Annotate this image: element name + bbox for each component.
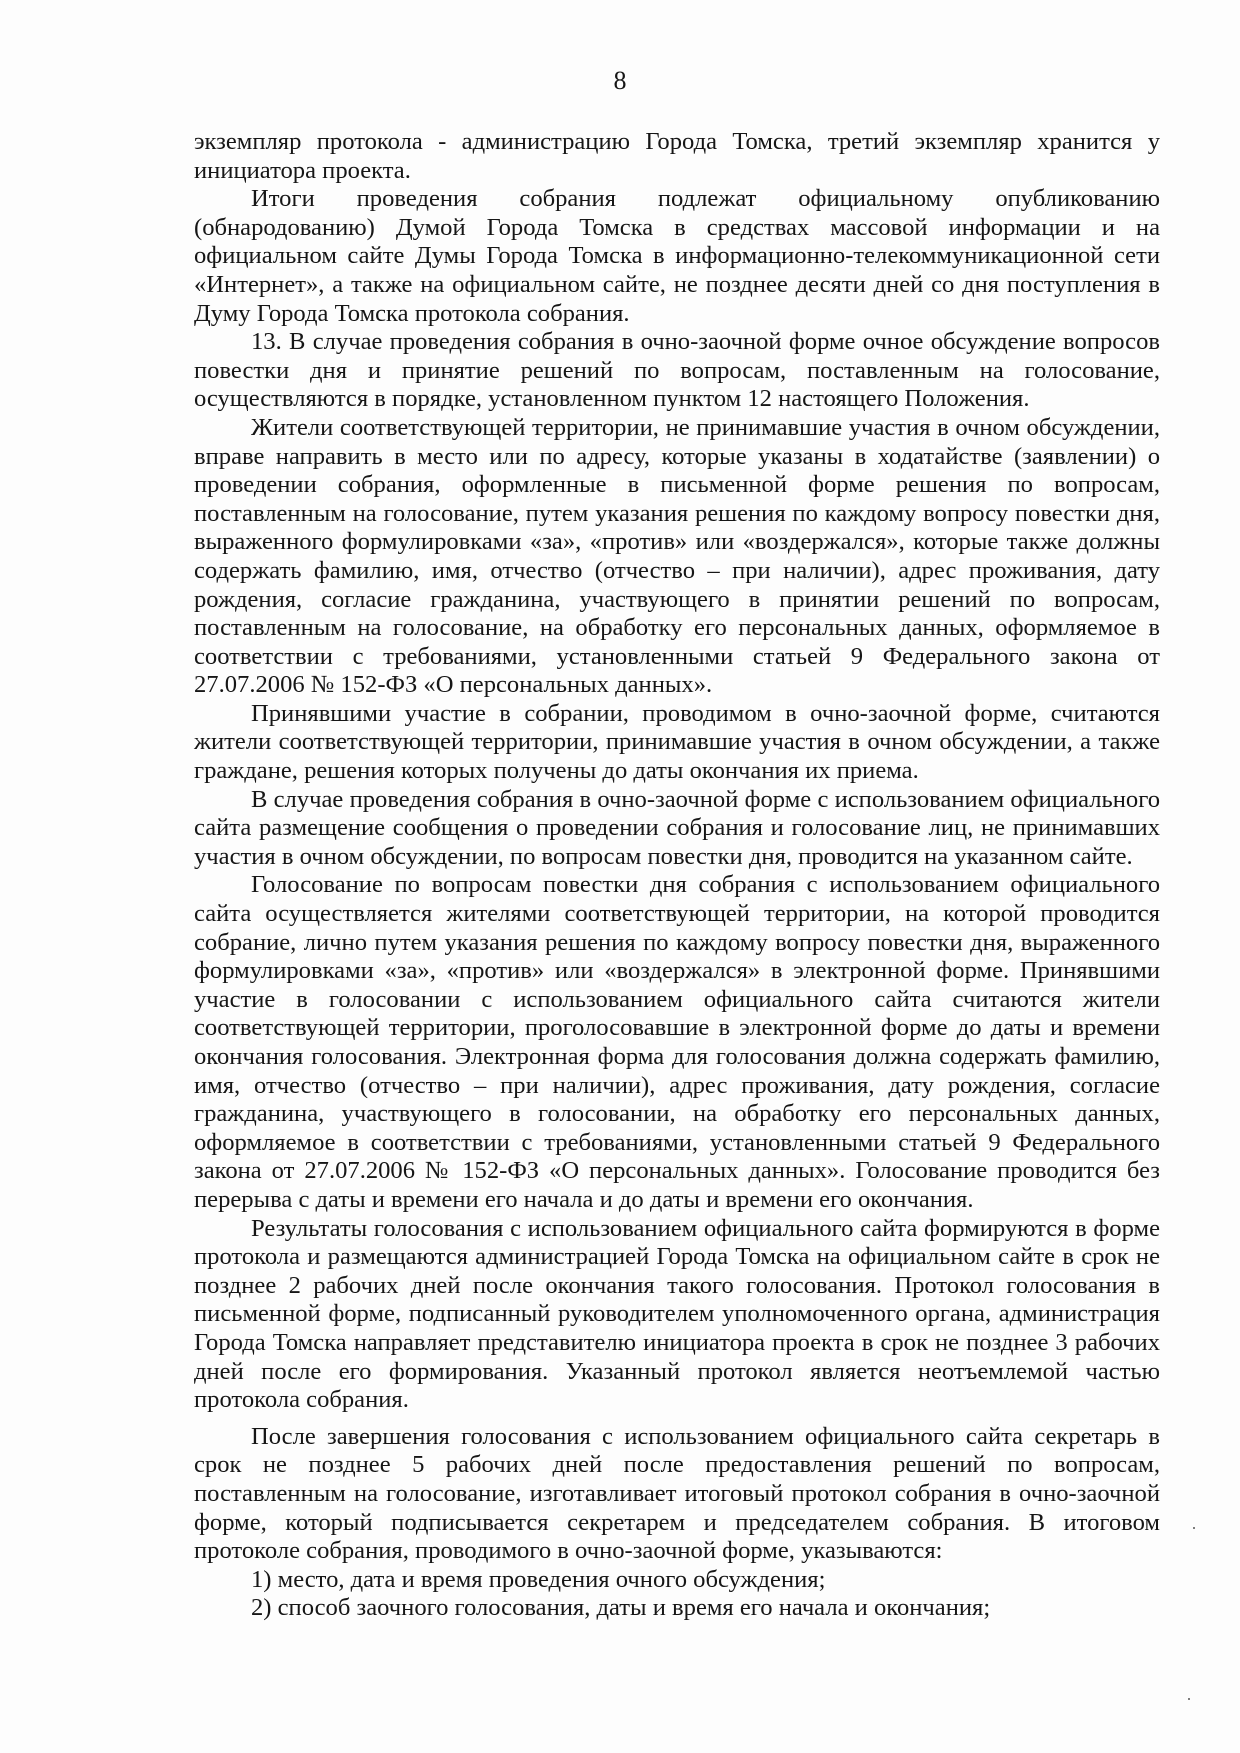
paragraph-online-voting: Голосование по вопросам повестки дня собрания с использованием официального сайта осуществляется жителями соответствующей территории, на которой проводится собрание, лично путем указания решения по каждому вопросу повестки дня, выраженного формулировками «за», «против» или «воздержался» в электронной форме. Принявшими участие в голосовании с использованием официального сайта считаются жители соответствующей территории, проголосовавшие в электронной форме до даты и времени окончания голосования. Электронная форма для голосования должна содержать фамилию, имя, отчество (отчество – при наличии), адрес проживания, дату рождения, согласие гражданина, участвующего в голосовании, на обработку его персональных данных, оформляемое в соответствии с требованиями, установленными статьей 9 Федерального закона от 27.07.2006 № 152-ФЗ «О персональных данных». Голосование проводится без перерыва с даты и времени его начала и до даты и времени его окончания. <box>194 871 1160 1213</box>
paragraph-participants: Принявшими участие в собрании, проводимом в очно-заочной форме, считаются жители соответствующей территории, принимавшие участия в очном обсуждении, а также граждане, решения которых получены до даты окончания их приема. <box>194 699 1160 785</box>
scan-speck <box>1193 1527 1195 1529</box>
paragraph-residents-voting: Жители соответствующей территории, не принимавшие участия в очном обсуждении, вправе направить в место или по адресу, которые указаны в ходатайстве (заявлении) о проведении собрания, оформленные в письменной форме решения по вопросам, поставленным на голосование, путем указания решения по каждому вопросу повестки дня, выраженного формулировками «за», «против» или «воздержался», которые также должны содержать фамилию, имя, отчество (отчество – при наличии), адрес проживания, дату рождения, согласие гражданина, участвующего в принятии решений по вопросам, поставленным на голосование, на обработку его персональных данных, оформляемое в соответствии с требованиями, установленными статьей 9 Федерального закона от 27.07.2006 № 152-ФЗ «О персональных данных». <box>194 413 1160 699</box>
paragraph-official-site: В случае проведения собрания в очно-заочной форме с использованием официального сайта размещение сообщения о проведении собрания и голосование лиц, не принимавших участия в очном обсуждении, по вопросам повестки дня, проводится на указанном сайте. <box>194 785 1160 870</box>
paragraph-continuation: экземпляр протокола - администрацию Города Томска, третий экземпляр хранится у инициатора проекта. <box>194 128 1160 184</box>
scan-speck <box>1188 1698 1190 1700</box>
document-body <box>194 128 1160 1623</box>
list-item-2: 2) способ заочного голосования, даты и время его начала и окончания; <box>251 1594 991 1622</box>
paragraph-results-publication: Итоги проведения собрания подлежат официальному опубликованию (обнародованию) Думой Города Томска в средствах массовой информации и на официальном сайте Думы Города Томска в информационно-телекоммуникационной сети «Интернет», а также на официальном сайте, не позднее десяти дней со дня поступления в Думу Города Томска протокола собрания. <box>194 185 1160 327</box>
list-item-1: 1) место, дата и время проведения очного обсуждения; <box>251 1565 826 1593</box>
paragraph-voting-results: Результаты голосования с использованием официального сайта формируются в форме протокола и размещаются администрацией Города Томска на официальном сайте в срок не позднее 2 рабочих дней после окончания такого голосования. Протокол голосования в письменной форме, подписанный руководителем уполномоченного органа, администрация Города Томска направляет представителю инициатора проекта в срок не позднее 3 рабочих дней после его формирования. Указанный протокол является неотъемлемой частью протокола собрания. <box>194 1214 1160 1414</box>
paragraph-item-13: 13. В случае проведения собрания в очно-заочной форме очное обсуждение вопросов повестки дня и принятие решений по вопросам, поставленным на голосование, осуществляются в порядке, установленном пунктом 12 настоящего Положения. <box>194 328 1160 413</box>
paragraph-final-protocol: После завершения голосования с использованием официального сайта секретарь в срок не позднее 5 рабочих дней после предоставления решений по вопросам, поставленным на голосование, изготавливает итоговый протокол собрания в очно-заочной форме, который подписывается секретарем и председателем собрания. В итоговом протоколе собрания, проводимого в очно-заочной форме, указываются: <box>194 1422 1160 1565</box>
page-number: 8 <box>613 66 627 95</box>
